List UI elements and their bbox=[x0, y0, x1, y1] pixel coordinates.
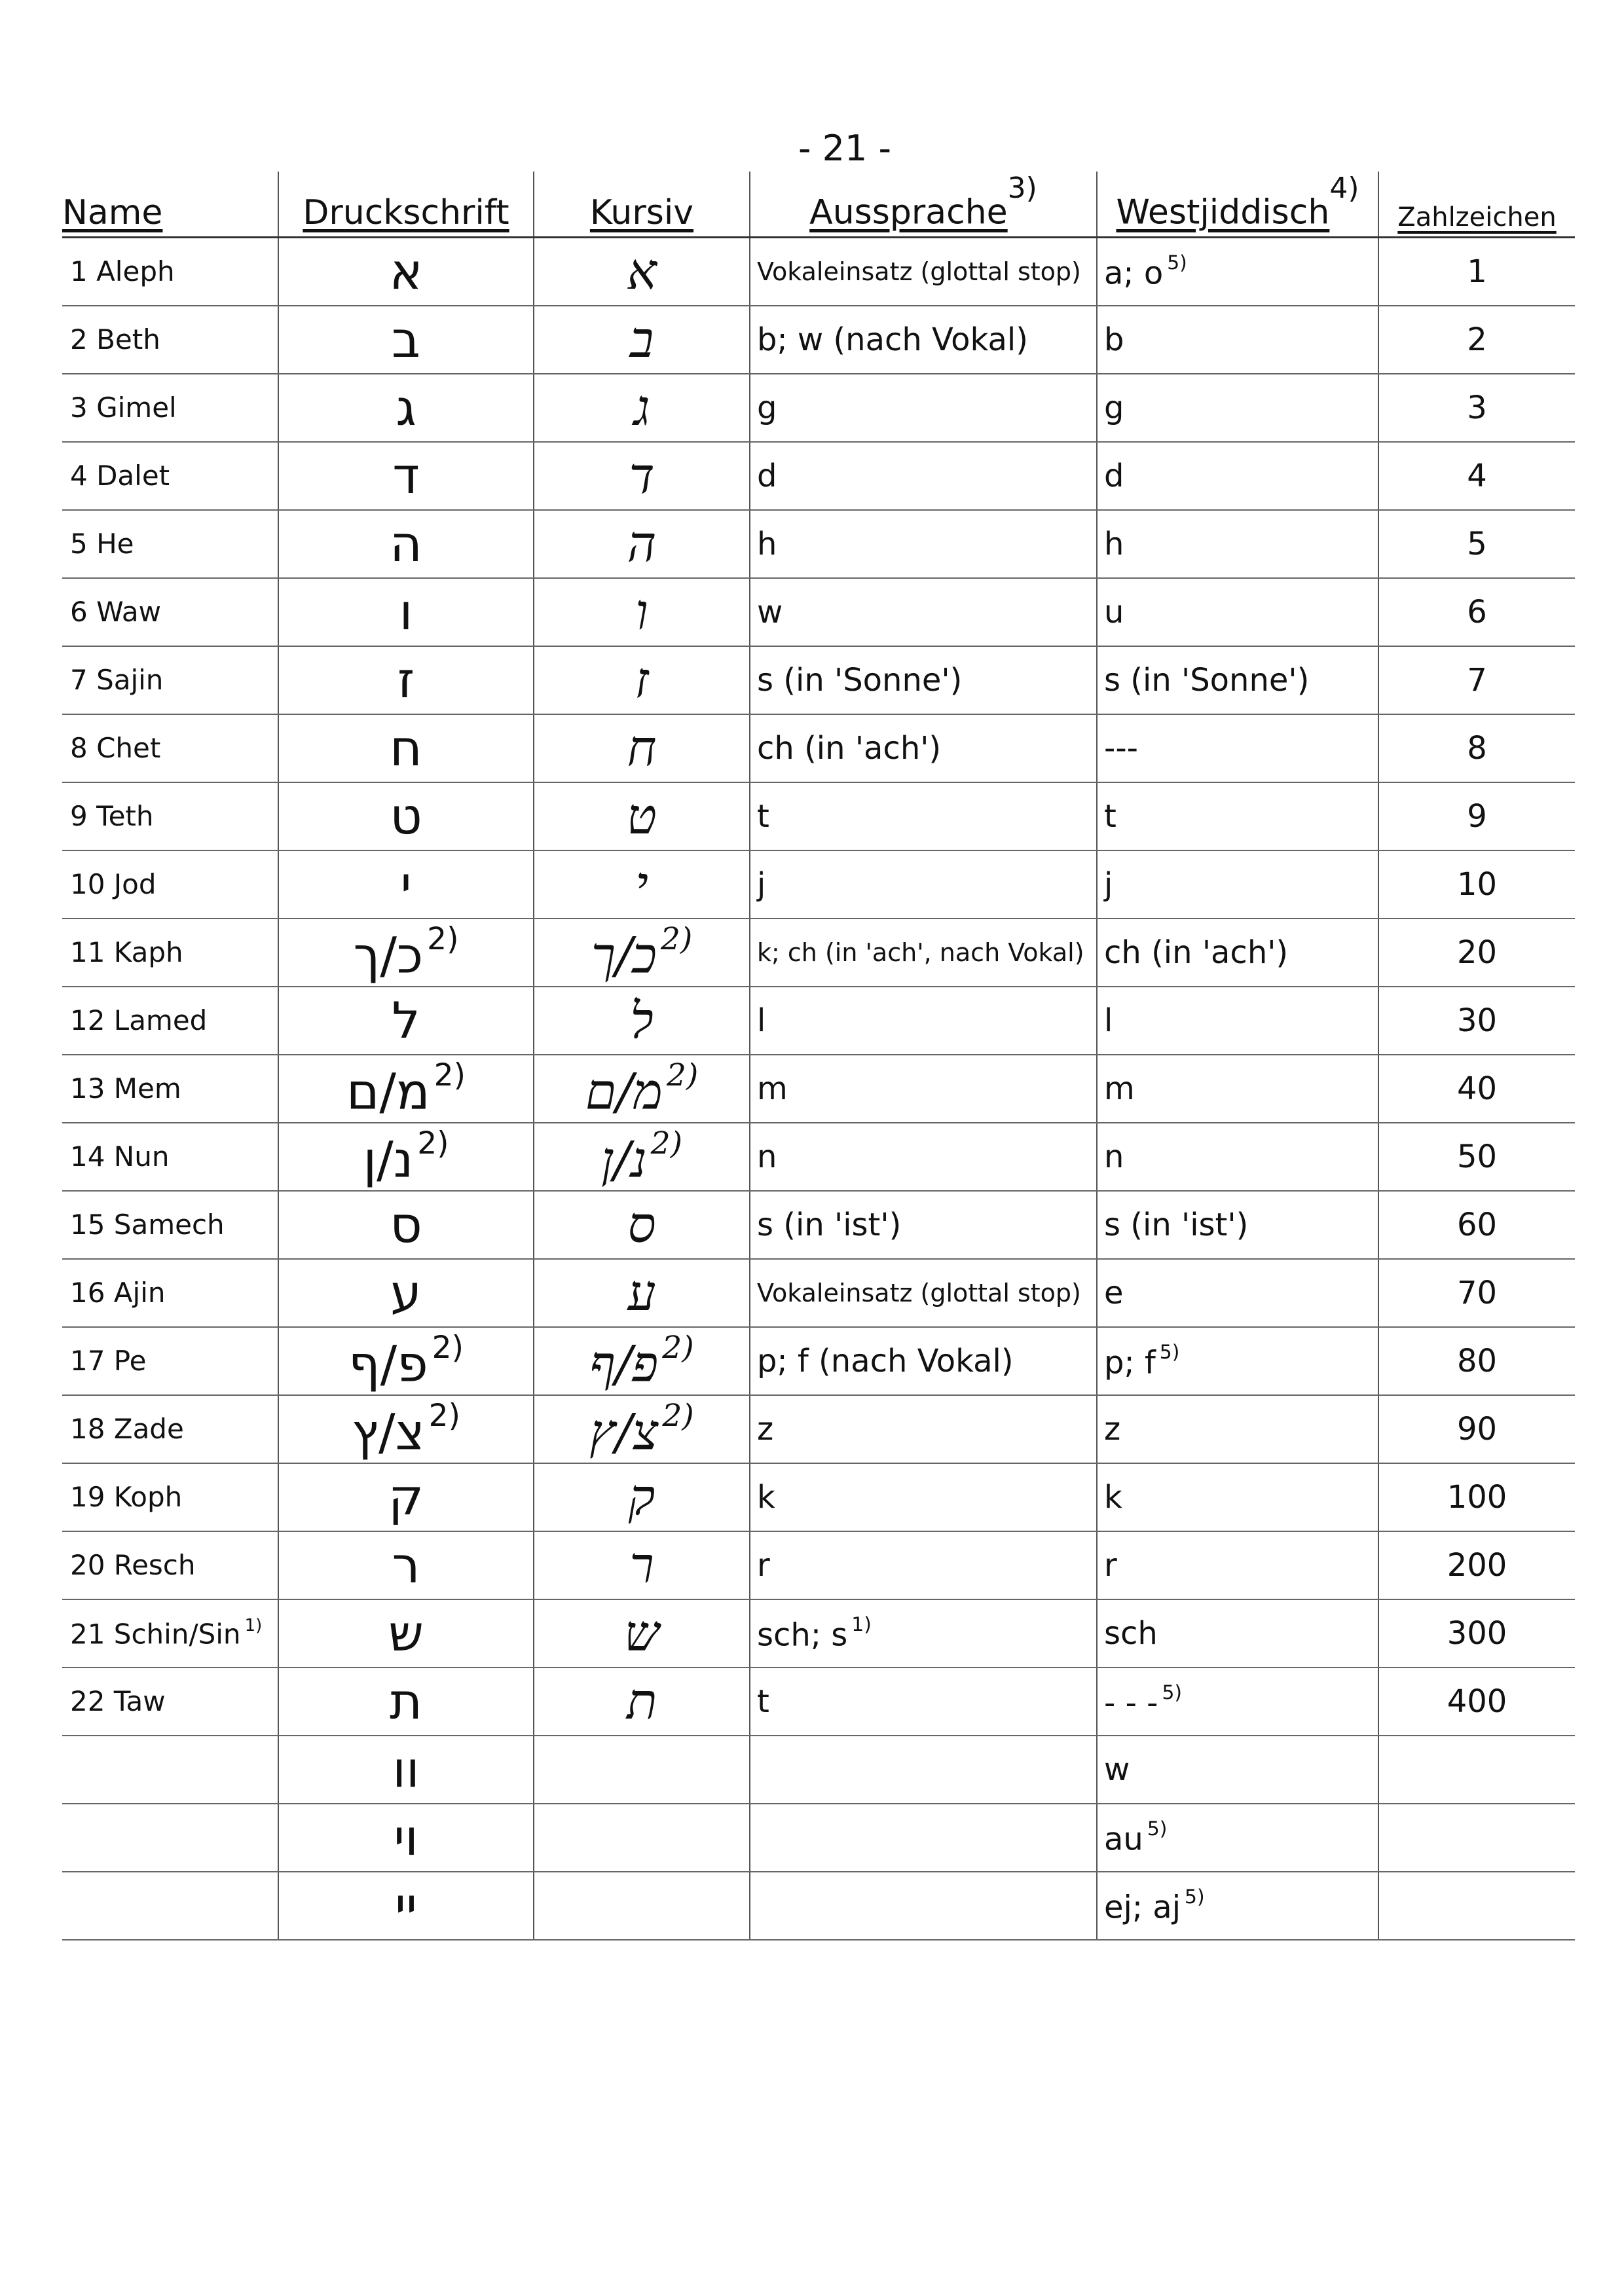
westjiddisch-value: r bbox=[1097, 1531, 1378, 1599]
print-letter: ד bbox=[278, 442, 534, 510]
pronunciation: k bbox=[750, 1463, 1097, 1531]
print-letter: ב bbox=[278, 306, 534, 374]
letter-name: 8 Chet bbox=[62, 714, 278, 782]
westjiddisch-value: a; o $^{5)}$ bbox=[1097, 237, 1378, 306]
footnote-marker: 2) bbox=[660, 921, 693, 958]
westjiddisch-value: l bbox=[1097, 987, 1378, 1055]
pronunciation: n bbox=[750, 1123, 1097, 1191]
footnote-marker: 2) bbox=[427, 921, 459, 958]
letter-name: 1 Aleph bbox=[62, 237, 278, 306]
print-letter: י bbox=[278, 850, 534, 919]
cursive-letter: ו bbox=[534, 578, 750, 646]
pronunciation: m bbox=[750, 1055, 1097, 1123]
table-row bbox=[62, 1395, 1575, 1463]
table-row bbox=[62, 1872, 1575, 1940]
cursive-letter: ע bbox=[534, 1259, 750, 1327]
westjiddisch-value: b bbox=[1097, 306, 1378, 374]
header-numeral: Zahlzeichen bbox=[1378, 172, 1575, 237]
header-westjiddisch: Westjiddisch4) bbox=[1097, 172, 1378, 237]
letter-name: 18 Zade bbox=[62, 1395, 278, 1463]
numeral-value: 70 bbox=[1378, 1259, 1575, 1327]
letter-name: 15 Samech bbox=[62, 1191, 278, 1259]
footnote-marker: 2) bbox=[428, 1398, 461, 1434]
pronunciation: ch (in 'ach') bbox=[750, 714, 1097, 782]
pronunciation: s (in 'Sonne') bbox=[750, 646, 1097, 714]
print-letter: וו bbox=[278, 1736, 534, 1804]
table-row bbox=[62, 1327, 1575, 1395]
westjiddisch-value: ch (in 'ach') bbox=[1097, 919, 1378, 987]
numeral-value: 2 bbox=[1378, 306, 1575, 374]
numeral-value: 5 bbox=[1378, 510, 1575, 578]
letter-name: 6 Waw bbox=[62, 578, 278, 646]
header-name: Name bbox=[62, 172, 278, 237]
numeral-value: 6 bbox=[1378, 578, 1575, 646]
print-letter: פ/ף $^{2)}$ bbox=[278, 1327, 534, 1395]
numeral-value: 90 bbox=[1378, 1395, 1575, 1463]
table-row bbox=[62, 714, 1575, 782]
letter-name: 22 Taw bbox=[62, 1667, 278, 1736]
numeral-value: 200 bbox=[1378, 1531, 1575, 1599]
pronunciation bbox=[750, 1872, 1097, 1940]
westjiddisch-value: sch bbox=[1097, 1599, 1378, 1667]
westjiddisch-value: d bbox=[1097, 442, 1378, 510]
letter-name bbox=[62, 1804, 278, 1872]
footnote-marker: 5) bbox=[1185, 1885, 1205, 1908]
table-row bbox=[62, 306, 1575, 374]
letter-name bbox=[62, 1872, 278, 1940]
table-row bbox=[62, 1259, 1575, 1327]
pronunciation: h bbox=[750, 510, 1097, 578]
pronunciation: t bbox=[750, 782, 1097, 850]
table-row bbox=[62, 578, 1575, 646]
westjiddisch-value: s (in 'ist') bbox=[1097, 1191, 1378, 1259]
numeral-value: 7 bbox=[1378, 646, 1575, 714]
westjiddisch-value: h bbox=[1097, 510, 1378, 578]
table-row bbox=[62, 510, 1575, 578]
footnote-marker: 5) bbox=[1147, 1817, 1168, 1840]
letter-name: 19 Koph bbox=[62, 1463, 278, 1531]
cursive-letter: כ/ך $^{2)}$ bbox=[534, 919, 750, 987]
print-letter: ק bbox=[278, 1463, 534, 1531]
print-letter: ל bbox=[278, 987, 534, 1055]
print-letter: נ/ן $^{2)}$ bbox=[278, 1123, 534, 1191]
letter-name: 11 Kaph bbox=[62, 919, 278, 987]
page-number: - 21 - bbox=[798, 128, 891, 169]
pronunciation: t bbox=[750, 1667, 1097, 1736]
westjiddisch-value: u bbox=[1097, 578, 1378, 646]
letter-name: 20 Resch bbox=[62, 1531, 278, 1599]
cursive-letter bbox=[534, 1804, 750, 1872]
westjiddisch-value: j bbox=[1097, 850, 1378, 919]
print-letter: כ/ך $^{2)}$ bbox=[278, 919, 534, 987]
westjiddisch-value: s (in 'Sonne') bbox=[1097, 646, 1378, 714]
numeral-value: 30 bbox=[1378, 987, 1575, 1055]
table-body bbox=[62, 237, 1575, 1940]
cursive-letter: ז bbox=[534, 646, 750, 714]
numeral-value: 300 bbox=[1378, 1599, 1575, 1667]
letter-name: 13 Mem bbox=[62, 1055, 278, 1123]
print-letter: ר bbox=[278, 1531, 534, 1599]
pronunciation: sch; s $^{1)}$ bbox=[750, 1599, 1097, 1667]
footnote-marker: 1) bbox=[244, 1616, 263, 1636]
footnote-marker: 2) bbox=[666, 1057, 699, 1094]
westjiddisch-value: k bbox=[1097, 1463, 1378, 1531]
cursive-letter: מ/ם $^{2)}$ bbox=[534, 1055, 750, 1123]
print-letter: ז bbox=[278, 646, 534, 714]
table-row bbox=[62, 987, 1575, 1055]
footnote-marker: 5) bbox=[1159, 1340, 1180, 1364]
numeral-value bbox=[1378, 1872, 1575, 1940]
cursive-letter: ג bbox=[534, 374, 750, 442]
numeral-value: 3 bbox=[1378, 374, 1575, 442]
cursive-letter: ח bbox=[534, 714, 750, 782]
westjiddisch-value: w bbox=[1097, 1736, 1378, 1804]
pronunciation: w bbox=[750, 578, 1097, 646]
cursive-letter: ת bbox=[534, 1667, 750, 1736]
numeral-value: 60 bbox=[1378, 1191, 1575, 1259]
pronunciation: Vokaleinsatz (glottal stop) bbox=[750, 237, 1097, 306]
table-row bbox=[62, 1191, 1575, 1259]
letter-name: 17 Pe bbox=[62, 1327, 278, 1395]
table-row bbox=[62, 919, 1575, 987]
numeral-value: 1 bbox=[1378, 237, 1575, 306]
footnote-marker: 2) bbox=[434, 1057, 466, 1094]
print-letter: ח bbox=[278, 714, 534, 782]
westjiddisch-value: g bbox=[1097, 374, 1378, 442]
table-row bbox=[62, 782, 1575, 850]
header-row bbox=[62, 172, 1575, 237]
footnote-marker: 2) bbox=[650, 1125, 683, 1162]
cursive-letter: ק bbox=[534, 1463, 750, 1531]
alphabet-table bbox=[62, 172, 1575, 1941]
cursive-letter: נ/ן $^{2)}$ bbox=[534, 1123, 750, 1191]
letter-name: 3 Gimel bbox=[62, 374, 278, 442]
cursive-letter: ר bbox=[534, 1531, 750, 1599]
print-letter: ג bbox=[278, 374, 534, 442]
pronunciation: r bbox=[750, 1531, 1097, 1599]
letter-name: 7 Sajin bbox=[62, 646, 278, 714]
westjiddisch-value: z bbox=[1097, 1395, 1378, 1463]
westjiddisch-value: --- bbox=[1097, 714, 1378, 782]
header-pronunciation: Aussprache3) bbox=[750, 172, 1097, 237]
pronunciation: k; ch (in 'ach', nach Vokal) bbox=[750, 919, 1097, 987]
numeral-value: 4 bbox=[1378, 442, 1575, 510]
table-row bbox=[62, 850, 1575, 919]
letter-name: 2 Beth bbox=[62, 306, 278, 374]
cursive-letter: פ/ף $^{2)}$ bbox=[534, 1327, 750, 1395]
footnote-marker: 2) bbox=[662, 1330, 694, 1366]
cursive-letter: ה bbox=[534, 510, 750, 578]
pronunciation bbox=[750, 1804, 1097, 1872]
footnote-marker: 2) bbox=[662, 1398, 694, 1434]
letter-name bbox=[62, 1736, 278, 1804]
cursive-letter: צ/ץ $^{2)}$ bbox=[534, 1395, 750, 1463]
table-row bbox=[62, 1531, 1575, 1599]
numeral-value: 100 bbox=[1378, 1463, 1575, 1531]
print-letter: צ/ץ $^{2)}$ bbox=[278, 1395, 534, 1463]
cursive-letter: א bbox=[534, 237, 750, 306]
cursive-letter bbox=[534, 1736, 750, 1804]
pronunciation: p; f (nach Vokal) bbox=[750, 1327, 1097, 1395]
letter-name: 14 Nun bbox=[62, 1123, 278, 1191]
print-letter: ע bbox=[278, 1259, 534, 1327]
table-row bbox=[62, 1055, 1575, 1123]
numeral-value: 50 bbox=[1378, 1123, 1575, 1191]
numeral-value: 80 bbox=[1378, 1327, 1575, 1395]
westjiddisch-value: p; f $^{5)}$ bbox=[1097, 1327, 1378, 1395]
print-letter: ס bbox=[278, 1191, 534, 1259]
pronunciation: b; w (nach Vokal) bbox=[750, 306, 1097, 374]
footnote-marker: 1) bbox=[851, 1613, 872, 1636]
table-row bbox=[62, 1804, 1575, 1872]
print-letter: ו bbox=[278, 578, 534, 646]
print-letter: א bbox=[278, 237, 534, 306]
numeral-value bbox=[1378, 1804, 1575, 1872]
westjiddisch-value: t bbox=[1097, 782, 1378, 850]
letter-name: 16 Ajin bbox=[62, 1259, 278, 1327]
letter-name: 10 Jod bbox=[62, 850, 278, 919]
cursive-letter: ס bbox=[534, 1191, 750, 1259]
header-cursive: Kursiv bbox=[534, 172, 750, 237]
table-row bbox=[62, 1599, 1575, 1667]
cursive-letter: ט bbox=[534, 782, 750, 850]
cursive-letter: י bbox=[534, 850, 750, 919]
pronunciation: l bbox=[750, 987, 1097, 1055]
pronunciation: j bbox=[750, 850, 1097, 919]
numeral-value: 400 bbox=[1378, 1667, 1575, 1736]
footnote-marker: 5) bbox=[1167, 251, 1187, 274]
letter-name: 9 Teth bbox=[62, 782, 278, 850]
westjiddisch-value: au $^{5)}$ bbox=[1097, 1804, 1378, 1872]
numeral-value: 8 bbox=[1378, 714, 1575, 782]
westjiddisch-value: e bbox=[1097, 1259, 1378, 1327]
letter-name: 5 He bbox=[62, 510, 278, 578]
westjiddisch-value: - - - $^{5)}$ bbox=[1097, 1667, 1378, 1736]
numeral-value: 10 bbox=[1378, 850, 1575, 919]
print-letter: ש bbox=[278, 1599, 534, 1667]
header-print: Druckschrift bbox=[278, 172, 534, 237]
pronunciation: s (in 'ist') bbox=[750, 1191, 1097, 1259]
print-letter: יי bbox=[278, 1872, 534, 1940]
table-row bbox=[62, 237, 1575, 306]
letter-name: 4 Dalet bbox=[62, 442, 278, 510]
table-row bbox=[62, 646, 1575, 714]
pronunciation: g bbox=[750, 374, 1097, 442]
cursive-letter: ד bbox=[534, 442, 750, 510]
numeral-value: 20 bbox=[1378, 919, 1575, 987]
footnote-marker: 2) bbox=[432, 1330, 464, 1366]
table-row bbox=[62, 1463, 1575, 1531]
westjiddisch-value: n bbox=[1097, 1123, 1378, 1191]
footnote-marker: 2) bbox=[417, 1125, 449, 1162]
table-row bbox=[62, 374, 1575, 442]
cursive-letter: ש bbox=[534, 1599, 750, 1667]
pronunciation: d bbox=[750, 442, 1097, 510]
numeral-value: 40 bbox=[1378, 1055, 1575, 1123]
footnote-marker: 5) bbox=[1162, 1681, 1183, 1704]
numeral-value bbox=[1378, 1736, 1575, 1804]
westjiddisch-value: ej; aj $^{5)}$ bbox=[1097, 1872, 1378, 1940]
cursive-letter: ב bbox=[534, 306, 750, 374]
print-letter: ט bbox=[278, 782, 534, 850]
table-row bbox=[62, 1736, 1575, 1804]
cursive-letter bbox=[534, 1872, 750, 1940]
numeral-value: 9 bbox=[1378, 782, 1575, 850]
print-letter: ת bbox=[278, 1667, 534, 1736]
letter-name: 21 Schin/Sin $^{1)}$ bbox=[62, 1599, 278, 1667]
table-row bbox=[62, 1667, 1575, 1736]
letter-name: 12 Lamed bbox=[62, 987, 278, 1055]
westjiddisch-value: m bbox=[1097, 1055, 1378, 1123]
pronunciation bbox=[750, 1736, 1097, 1804]
table-row bbox=[62, 1123, 1575, 1191]
pronunciation: z bbox=[750, 1395, 1097, 1463]
print-letter: מ/ם $^{2)}$ bbox=[278, 1055, 534, 1123]
print-letter: ה bbox=[278, 510, 534, 578]
cursive-letter: ל bbox=[534, 987, 750, 1055]
pronunciation: Vokaleinsatz (glottal stop) bbox=[750, 1259, 1097, 1327]
print-letter: וי bbox=[278, 1804, 534, 1872]
table-row bbox=[62, 442, 1575, 510]
